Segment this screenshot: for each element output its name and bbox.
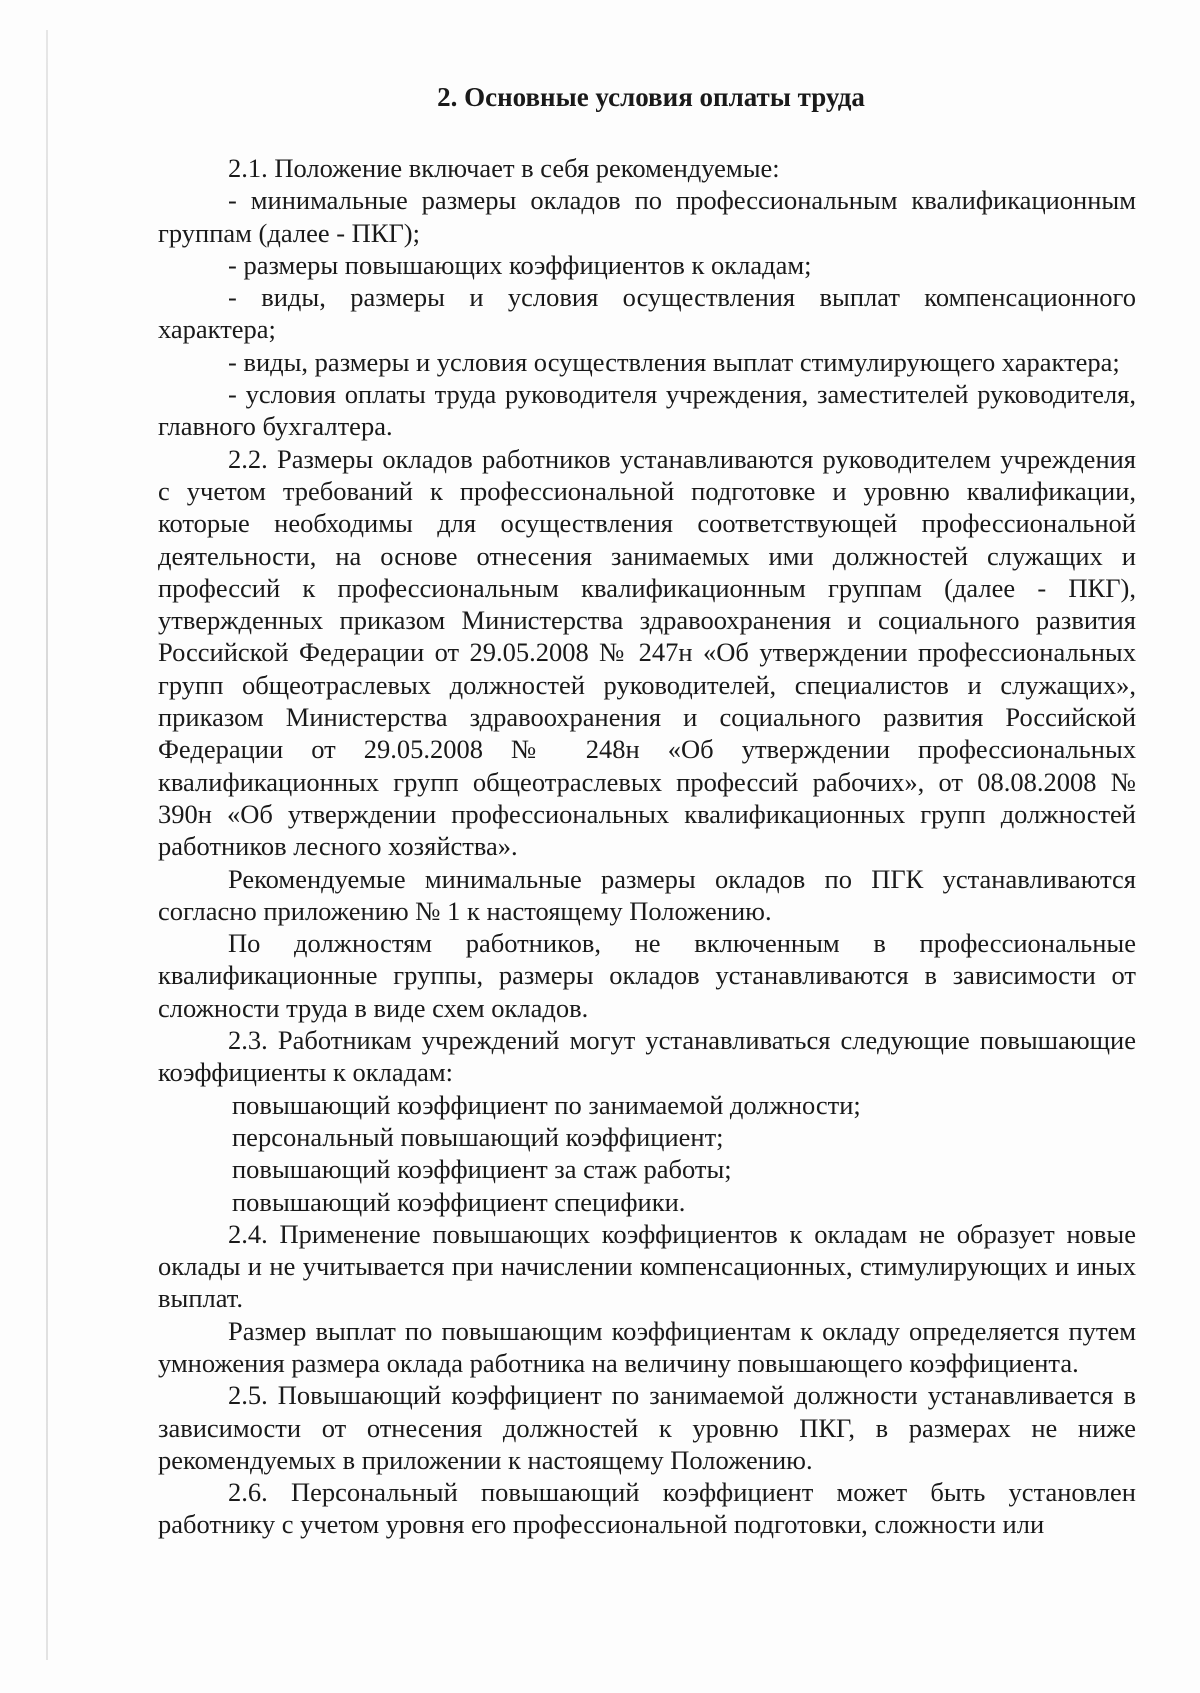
paragraph-dash-incentive: - виды, размеры и условия осуществления выплат стимулирующего характера; <box>228 346 1120 377</box>
section-title: 2. Основные условия оплаты труда <box>437 82 865 112</box>
paragraph-2-3: 2.3. Работникам учреждений могут устанавливаться следующие повышающие коэффициенты к окладам: <box>158 1025 1136 1088</box>
paragraph-payment-calculation: Размер выплат по повышающим коэффициентам к окладу определяется путем умножения размера оклада работника на величину повышающего коэффициента. <box>158 1315 1136 1378</box>
list-item: повышающий коэффициент специфики. <box>232 1186 686 1217</box>
list-item: повышающий коэффициент за стаж работы; <box>232 1154 732 1185</box>
list-item: повышающий коэффициент по занимаемой должности; <box>232 1089 861 1120</box>
paragraph-2-2: 2.2. Размеры окладов работников устанавливаются руководителем учреждения с учетом требований к профессиональной подготовке и уровню квалификации, которые необходимы для осуществления соответствующей профессиональной деятельности, на основе отнесения занимаемых ими должностей служащих и профессий к профессиональным квалификационным группам (далее - ПКГ), утвержденных приказом Министерства здравоохранения и социального развития Российской Федерации от 29.05.2008 № 247н «Об утверждении профессиональных групп общеотраслевых должностей руководителей, специалистов и служащих», приказом Министерства здравоохранения и социального развития Российской Федерации от 29.05.2008 № 248н «Об утверждении профессиональных квалификационных групп общеотраслевых профессий рабочих», от 08.08.2008 № 390н «Об утверждении профессиональных квалификационных групп должностей работников лесного хозяйства». <box>158 443 1136 862</box>
paragraph-non-pkg-positions: По должностям работников, не включенным в профессиональные квалификационные группы, размеры окладов устанавливаются в зависимости от сложности труда в виде схем окладов. <box>158 928 1136 1023</box>
scan-edge-shadow <box>46 30 48 1660</box>
paragraph-2-4: 2.4. Применение повышающих коэффициентов к окладам не образует новые оклады и не учитывается при начислении компенсационных, стимулирующих и иных выплат. <box>158 1218 1136 1314</box>
paragraph-2-6: 2.6. Персональный повышающий коэффициент может быть установлен работнику с учетом уровня его профессиональной подготовки, сложности или <box>158 1477 1136 1540</box>
document-body <box>158 80 1136 1541</box>
list-item: персональный повышающий коэффициент; <box>232 1121 724 1152</box>
paragraph-dash-min-salaries: - минимальные размеры окладов по профессиональным квалификационным группам (далее - ПКГ); <box>158 185 1136 248</box>
paragraph-dash-compensation: - виды, размеры и условия осуществления выплат компенсационного характера; <box>158 282 1136 345</box>
paragraph-recommended-salaries: Рекомендуемые минимальные размеры окладов по ПГК устанавливаются согласно приложению № 1 к настоящему Положению. <box>158 863 1136 926</box>
paragraph-dash-management-pay: - условия оплаты труда руководителя учреждения, заместителей руководителя, главного бухгалтера. <box>158 379 1136 442</box>
paragraph-2-5: 2.5. Повышающий коэффициент по занимаемой должности устанавливается в зависимости от отнесения должностей к уровню ПКГ, в размерах не ниже рекомендуемых в приложении к настоящему Положению. <box>158 1380 1136 1475</box>
paragraph-dash-coefficients: - размеры повышающих коэффициентов к окладам; <box>228 249 812 280</box>
paragraph-2-1: 2.1. Положение включает в себя рекомендуемые: <box>228 153 780 183</box>
